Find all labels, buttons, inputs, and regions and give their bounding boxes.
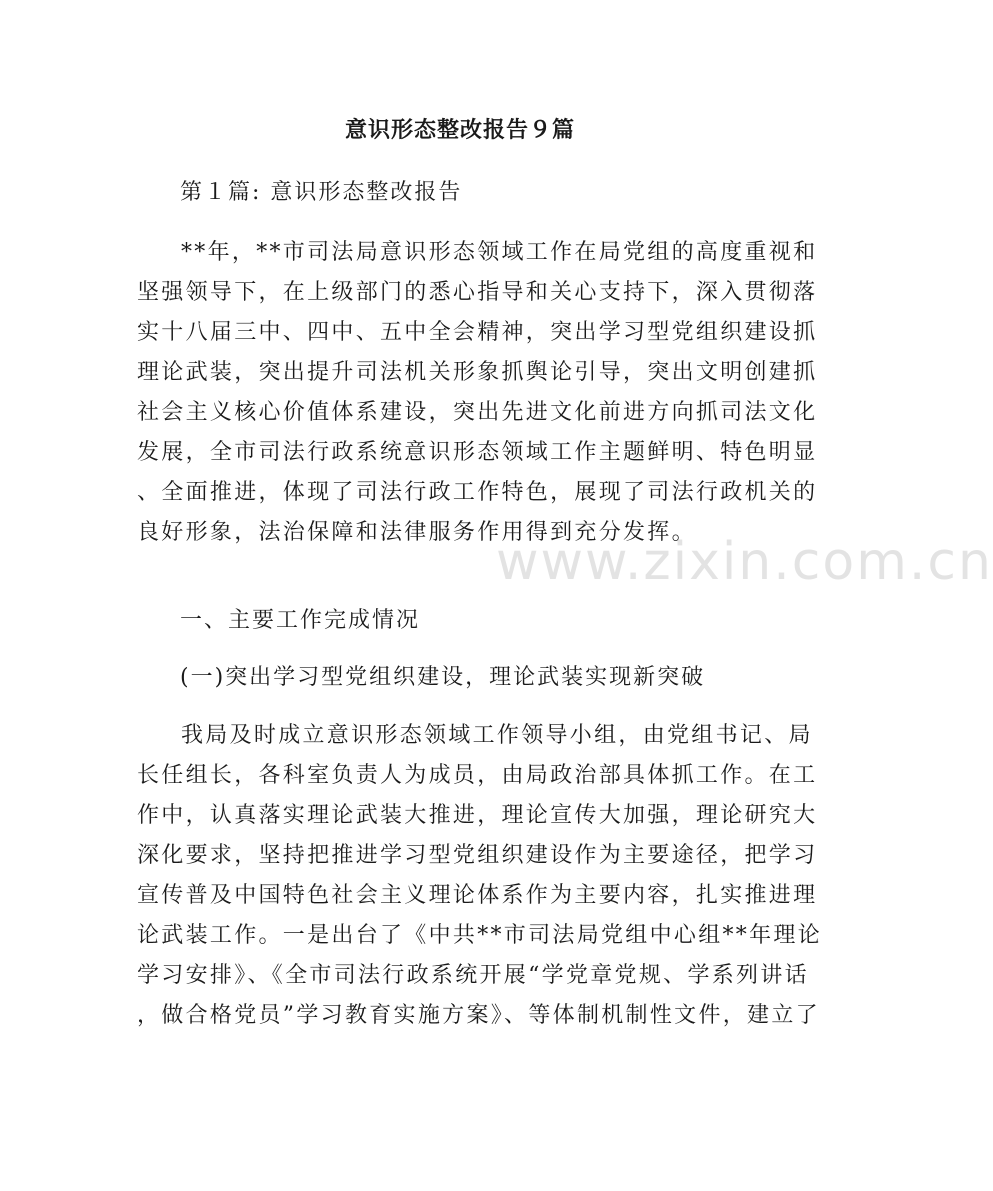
- heading-main-work: 一、主要工作完成情况: [180, 608, 421, 633]
- paragraph-line: 实十八届三中、四中、五中全会精神，突出学习型党组织建设抓: [137, 320, 818, 345]
- paragraph-line: 深化要求，坚持把推进学习型党组织建设作为主要途径，把学习: [137, 843, 818, 868]
- paragraph-line: 良好形象，法治保障和法律服务作用得到充分发挥。: [137, 520, 696, 545]
- paragraph-line: 我局及时成立意识形态领域工作领导小组，由党组书记、局: [181, 723, 813, 748]
- watermark: www.zixin.com.cn: [496, 532, 993, 592]
- paragraph-line: 理论武装，突出提升司法机关形象抓舆论引导，突出文明创建抓: [137, 360, 818, 385]
- section-heading: 第１篇: 意识形态整改报告: [180, 180, 463, 205]
- paragraph-line: 学习安排》、《全市司法行政系统开展“学党章党规、学系列讲话: [137, 963, 809, 988]
- paragraph-1: [137, 233, 818, 553]
- paragraph-line: 社会主义核心价值体系建设，突出先进文化前进方向抓司法文化: [137, 400, 818, 425]
- paragraph-line: 长任组长，各科室负责人为成员，由局政治部具体抓工作。在工: [137, 763, 818, 788]
- paragraph-line: **年，**市司法局意识形态领域工作在局党组的高度重视和: [181, 240, 818, 265]
- paragraph-line: 坚强领导下，在上级部门的悉心指导和关心支持下，深入贯彻落: [137, 280, 818, 305]
- paragraph-line: 发展，全市司法行政系统意识形态领域工作主题鲜明、特色明显: [137, 440, 818, 465]
- document-title: 意识形态整改报告９篇: [344, 118, 575, 143]
- paragraph-line: ，做合格党员”学习教育实施方案》、等体制机制性文件，建立了: [137, 1003, 820, 1028]
- paragraph-line: 论武装工作。一是出台了《中共**市司法局党组中心组**年理论: [137, 923, 823, 948]
- paragraph-2: [137, 716, 823, 1036]
- paragraph-line: 作中，认真落实理论武装大推进，理论宣传大加强，理论研究大: [137, 803, 818, 828]
- paragraph-line: 、全面推进，体现了司法行政工作特色，展现了司法行政机关的: [137, 480, 818, 505]
- paragraph-line: 宣传普及中国特色社会主义理论体系作为主要内容，扎实推进理: [137, 883, 818, 908]
- heading-subsection-1: (一)突出学习型党组织建设，理论武装实现新突破: [180, 665, 706, 690]
